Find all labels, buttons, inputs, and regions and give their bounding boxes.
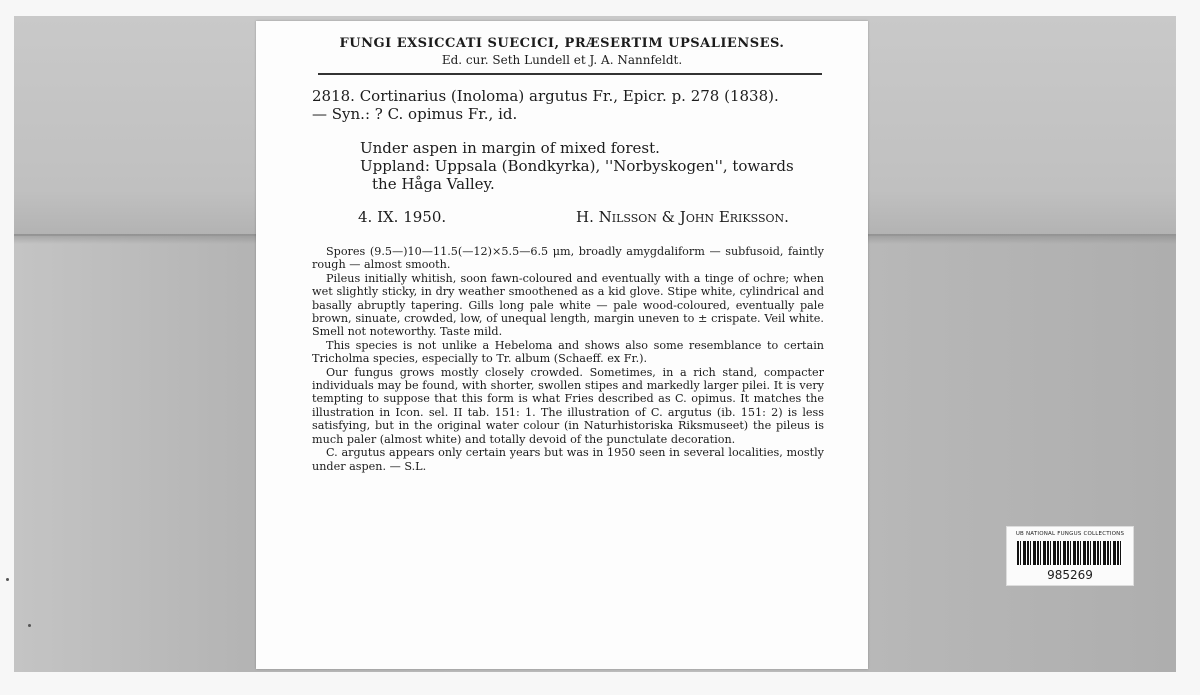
- synonym: — Syn.: ? C. opimus Fr., id.: [312, 105, 518, 123]
- taxon-name: 2818. Cortinarius (Inoloma) argutus Fr., Epicr. p. 278 (1838).: [312, 87, 779, 105]
- editors-line: Ed. cur. Seth Lundell et J. A. Nannfeldt.: [441, 53, 683, 67]
- notes-pileus: Pileus initially whitish, soon fawn-coloured and eventually with a tinge of ochre; when wet slightly sticky, in dry weather smoothened as a kid glove. Stipe white, cylindrical and basally abruptly tapering. Gills long pale white — pale wood-coloured, eventually pale brown, sinuate, crowded, low, of unequal length, margin uneven to ± crispate. Veil white. Smell not noteworthy. Taste mild.: [312, 271, 824, 339]
- header-rule: [318, 73, 822, 75]
- notes-occurrence: C. argutus appears only certain years but was in 1950 seen in several localities, mostly under aspen. — S.L.: [312, 446, 824, 473]
- barcode-label: [1006, 526, 1134, 586]
- locality-line-cont: the Håga Valley.: [372, 175, 495, 193]
- notes-resemblance: This species is not unlike a Hebeloma and shows also some resemblance to certain Tricholma species, especially to Tr. album (Schaeff. ex Fr.).: [312, 338, 824, 366]
- description-notes: [312, 245, 824, 473]
- notes-growth: Our fungus grows mostly closely crowded. Sometimes, in a rich stand, compacter individuals may be found, with shorter, swollen stipes and markedly larger pilei. It is very tempting to suppose that this form is what Fries described as C. opimus. It matches the illustration in Icon. sel. II tab. 151: 1. The illustration of C. argutus (ib. 151: 2) is less satisfying, but in the original water colour (in Naturhistoriska Riksmuseet) the pileus is much paler (almost white) and totally devoid of the punctulate decoration.: [312, 365, 824, 446]
- speck: [28, 624, 31, 627]
- habitat-locality: [360, 139, 824, 193]
- speck: [6, 578, 9, 581]
- locality-line: Uppland: Uppsala (Bondkyrka), ''Norbyskogen'', towards: [360, 157, 794, 175]
- barcode-number: 985269: [1047, 568, 1093, 582]
- notes-spores: Spores (9.5—)10—11.5(—12)×5.5—6.5 μm, broadly amygdaliform — subfusoid, faintly rough — almost smooth.: [312, 245, 824, 272]
- collectors: H. Nilsson & John Eriksson.: [576, 208, 789, 226]
- habitat-line: Under aspen in margin of mixed forest.: [360, 139, 660, 157]
- exsiccata-label: [256, 21, 868, 669]
- collection-date: 4. IX. 1950.: [358, 208, 447, 226]
- barcode-bars: [1017, 541, 1123, 565]
- taxon-entry: [312, 87, 820, 123]
- series-title: FUNGI EXSICCATI SUECICI, PRÆSERTIM UPSALIENSES.: [339, 36, 785, 51]
- barcode-institution: UB NATIONAL FUNGUS COLLECTIONS: [1015, 531, 1125, 537]
